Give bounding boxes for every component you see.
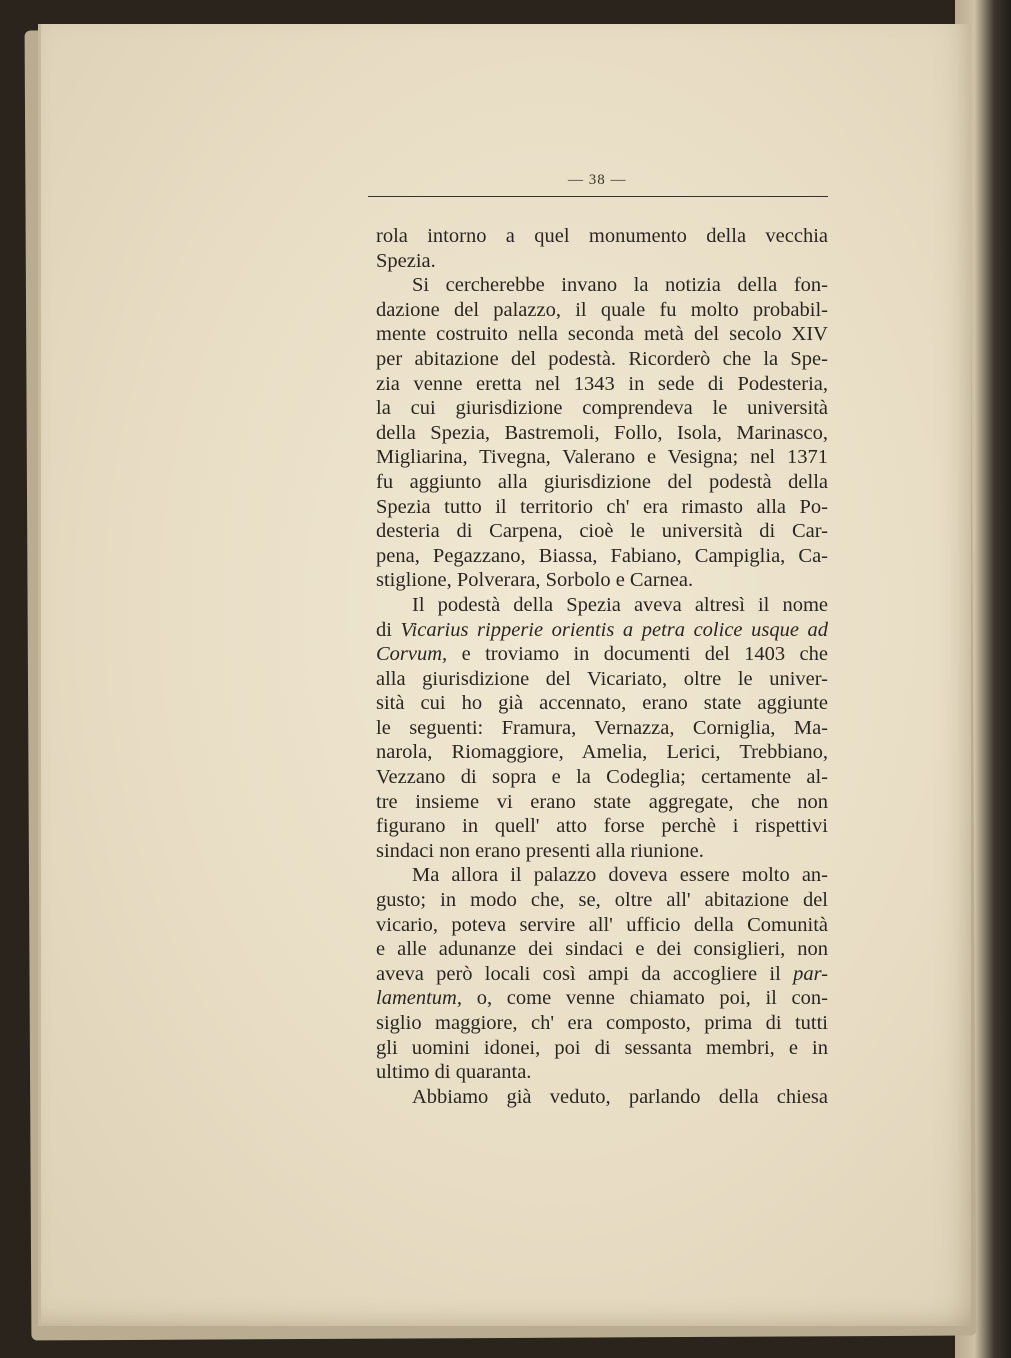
italic-text: Vicarius ripperie orientis a petra colice usque ad: [400, 618, 828, 641]
text-segment: della Spezia, Bastremoli, Follo, Isola, Marinasco,: [376, 421, 828, 444]
text-segment: Spezia.: [376, 249, 436, 272]
text-line: [376, 519, 828, 544]
text-line: [376, 347, 828, 372]
text-segment: mente costruito nella seconda metà del secolo XIV: [376, 323, 828, 346]
text-line: [376, 716, 828, 741]
text-line: [376, 445, 828, 470]
text-line: [376, 642, 828, 667]
text-segment: stiglione, Polverara, Sorbolo e Carnea.: [376, 569, 694, 592]
italic-text: par-: [793, 962, 828, 985]
text-segment: rola intorno a quel monumento della vecchia: [376, 225, 828, 247]
text-segment: la cui giurisdizione comprendeva le università: [376, 397, 828, 420]
page-number: — 38 —: [568, 172, 627, 188]
text-segment: pena, Pegazzano, Biassa, Fabiano, Campiglia, Ca-: [376, 544, 828, 567]
text-line: [376, 1036, 828, 1061]
text-segment: Si cercherebbe invano la notizia della fon-: [412, 274, 828, 297]
text-line: [376, 1085, 828, 1110]
text-line: [376, 618, 828, 643]
text-line: [376, 273, 828, 298]
text-segment: vicario, poteva servire all' ufficio della Comunità: [376, 913, 828, 936]
text-segment: e alle adunanze dei sindaci e dei consiglieri, non: [376, 938, 828, 961]
text-line: [376, 1011, 828, 1036]
text-segment: o, come venne chiamato poi, il con-: [461, 987, 828, 1010]
text-segment: ultimo di quaranta.: [376, 1061, 532, 1084]
text-segment: gli uomini idonei, poi di sessanta membri, e in: [376, 1036, 828, 1059]
text-line: [376, 322, 828, 347]
text-segment: le seguenti: Framura, Vernazza, Corniglia, Ma-: [376, 716, 828, 739]
text-line: [376, 888, 828, 913]
text-line: [376, 544, 828, 569]
text-line: [376, 470, 828, 495]
text-segment: siglio maggiore, ch' era composto, prima di tutti: [376, 1012, 828, 1034]
text-line: [376, 298, 828, 323]
text-line: [376, 593, 828, 618]
text-segment: desteria di Carpena, cioè le università di Car-: [376, 520, 828, 543]
text-segment: Vezzano di sopra e la Codeglia; certamente al-: [376, 766, 828, 789]
text-line: [376, 962, 828, 987]
text-line: [376, 839, 828, 864]
text-segment: di: [376, 618, 401, 641]
text-line: [376, 740, 828, 765]
text-segment: figurano in quell' atto forse perchè i rispettivi: [376, 815, 828, 838]
text-line: [376, 765, 828, 790]
text-segment: Il podestà della Spezia aveva altresì il nome: [412, 593, 828, 616]
text-line: [376, 249, 828, 274]
text-line: [376, 1060, 828, 1085]
text-segment: Ma allora il palazzo doveva essere molto an-: [412, 864, 828, 887]
text-line: [376, 421, 828, 446]
text-segment: narola, Riomaggiore, Amelia, Lerici, Trebbiano,: [376, 741, 828, 764]
text-segment: fu aggiunto alla giurisdizione del podestà della: [376, 470, 828, 493]
text-segment: tre insieme vi erano state aggregate, che non: [376, 790, 828, 813]
header-rule: [368, 196, 828, 197]
text-segment: sindaci non erano presenti alla riunione.: [376, 839, 704, 862]
text-line: [376, 691, 828, 716]
text-segment: e troviamo in documenti del 1403 che: [447, 643, 828, 666]
text-line: [376, 495, 828, 520]
text-segment: alla giurisdizione del Vicariato, oltre le univer-: [376, 667, 828, 690]
text-segment: sità cui ho già accennato, erano state aggiunte: [376, 692, 828, 715]
text-segment: dazione del palazzo, il quale fu molto probabil-: [376, 298, 828, 321]
text-line: [376, 396, 828, 421]
text-line: [376, 814, 828, 839]
text-line: [376, 790, 828, 815]
text-line: [376, 937, 828, 962]
text-segment: Abbiamo già veduto, parlando della chiesa: [412, 1085, 828, 1108]
body-text: [376, 224, 828, 1109]
text-segment: Spezia tutto il territorio ch' era rimasto alla Po-: [376, 495, 828, 518]
text-line: [376, 224, 828, 249]
text-line: [376, 863, 828, 888]
text-segment: aveva però locali così ampi da accogliere il: [376, 962, 794, 985]
text-line: [376, 568, 828, 593]
text-line: [376, 913, 828, 938]
italic-text: lamentum,: [376, 987, 462, 1010]
text-segment: gusto; in modo che, se, oltre all' abitazione del: [376, 889, 828, 912]
text-line: [376, 372, 828, 397]
text-segment: Migliarina, Tivegna, Valerano e Vesigna; nel 1371: [376, 446, 828, 469]
italic-text: Corvum,: [376, 643, 448, 666]
text-segment: zia venne eretta nel 1343 in sede di Podesteria,: [376, 372, 828, 395]
text-line: [376, 986, 828, 1011]
text-line: [376, 667, 828, 692]
text-segment: per abitazione del podestà. Ricorderò che la Spe-: [376, 347, 828, 370]
